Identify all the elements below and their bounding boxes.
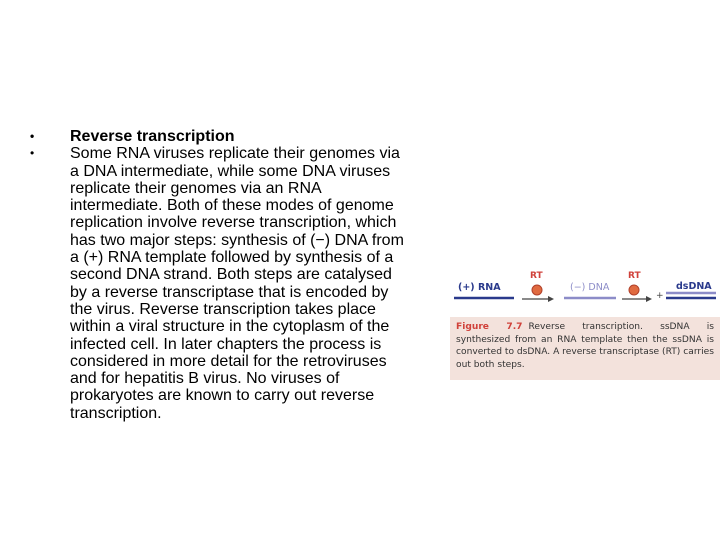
- figure-caption: [450, 317, 720, 371]
- plus-sign: +: [656, 291, 664, 301]
- reverse-transcription-diagram: [450, 265, 720, 317]
- figure-caption-box: [450, 317, 720, 380]
- rt-label-2: RT: [628, 271, 641, 281]
- bullet-body: • Some RNA viruses replicate their genomes via a DNA intermediate, while some DNA viruses replicate their genomes via an RNA intermediate. Both of these modes of genome replication involve reverse transcription, which has two major steps: synthesis of (−) DNA from a (+) RNA template followed by synthesis of a second DNA strand. Both steps are catalysed by a reverse transcriptase that is encoded by the virus. Reverse transcription takes place within a viral structure in the cytoplasm of the infected cell. In later chapters the process is considered in more detail for the retroviruses and for hepatitis B virus. No viruses of prokaryotes are known to carry out reverse transcription.: [30, 145, 410, 422]
- bullet-heading: • Reverse transcription: [30, 128, 410, 145]
- figure-label: Figure 7.7: [456, 322, 523, 332]
- dsdna-label: dsDNA: [676, 281, 712, 292]
- minus-dna-label: (−) DNA: [570, 282, 610, 293]
- rt-enzyme-1-icon: [532, 285, 542, 295]
- rt-enzyme-2-icon: [629, 285, 639, 295]
- arrow-2-head: [646, 296, 652, 302]
- arrow-1-head: [548, 296, 554, 302]
- plus-rna-label: (+) RNA: [458, 282, 501, 293]
- bullet-list: [30, 128, 410, 422]
- rt-label-1: RT: [530, 271, 543, 281]
- figure-7-7: [450, 265, 720, 380]
- figure-caption-text: Reverse transcription. ssDNA is synthesized from an RNA template then the ssDNA is converted to dsDNA. A reverse transcriptase (RT) carries out both steps.: [456, 322, 714, 370]
